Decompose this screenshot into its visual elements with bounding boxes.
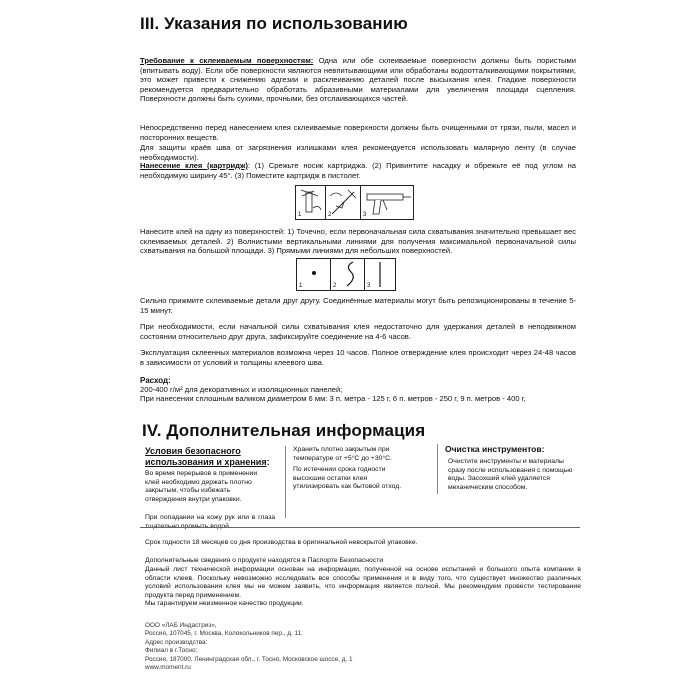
cartridge-instructions [140, 161, 576, 180]
figure-number: 1 [298, 212, 302, 218]
disposal-text: По истечении срока годности высохшие остатки клея утилизировать как бытовой отход. [293, 466, 402, 491]
surface-label: Требование к склеиваемым поверхностям: [140, 56, 314, 65]
storage-text: Во время перерывов в применении клей необходимо держать плотно закрытым, чтобы избежать отверждения внутри упаковки. [145, 470, 258, 503]
fixation-text: При необходимости, если начальной силы схватывания клея недостаточно для удержания деталей в неподвижном состоянии относительно друг друга, зафиксируйте соединение на 4-6 часов. [140, 322, 576, 341]
consumption-line-2: При нанесении сплошным валиком диаметром 6 мм: 3 п. метра - 125 г, 6 п. метров - 250 г, 9 п. метров - 400 г, [140, 394, 526, 403]
footer-branch: Филиал в г.Тосно: [145, 647, 198, 655]
exploitation-text: Эксплуатация склеенных материалов возможна через 10 часов. Полное отверждение клея происходит через 24-48 часов в зависимости от условий и толщины клеевого шва. [140, 348, 576, 367]
cartridge-text: : (1) Срежьте носик картриджа. (2) Привинтите насадку и обрежьте её под углом на необходимую ширину 45°. (3) Поместите картридж в пистолет. [140, 161, 576, 180]
figure-cartridge-step-2 [325, 185, 362, 220]
footer-production-label: Адрес производства: [145, 638, 208, 646]
figure-number: 2 [328, 212, 332, 218]
application-methods-text: Нанесите клей на одну из поверхностей: 1) Точечно, если первоначальная сила схватывания значительно превышает вес склеиваемых деталей. 2) Волнистыми вертикальными линиями для получения максимальной первоначальной силы схватывания на большой площади. 3) Прямыми линиями для небольших поверхностей. [140, 227, 576, 256]
storage-temperature-text: Хранить плотно закрытым при температуре от +5°С до +30°С. [293, 446, 392, 462]
figure-pattern-straight [364, 258, 396, 291]
company-footer [145, 622, 353, 672]
storage-title-text: Условия безопасного использования и хранения [145, 446, 267, 467]
figure-pattern-dots [296, 258, 332, 291]
section-4-title: IV. Дополнительная информация [142, 421, 426, 440]
footer-company: ООО «ЛАБ Индастриз», [145, 622, 217, 629]
footer-website[interactable]: www.moment.ru [145, 664, 191, 672]
figure-number: 2 [333, 283, 337, 289]
consumption-label: Расход: [140, 376, 171, 385]
figure-number: 1 [299, 283, 303, 289]
figure-number: 3 [363, 212, 367, 218]
cleaning-title: Очистка инструментов: [445, 444, 545, 454]
surface-requirements [140, 56, 576, 104]
disclaimer-text: Данный лист технической информации основан на информации, полученной на основе испытаний и большого опыта компании в области клеев. Поскольку невозможно исследовать все способы применения и в виду того, что существует множество различных условий использования клея мы не можем заявить, что информация является полной. Мы рекомендуем провести тестирование продукта перед применением. [145, 566, 581, 599]
cleaning-text: Очистите инструменты и материалы сразу после использования с помощью воды. Засохший клей удаляется механическим способом. [448, 458, 573, 491]
guarantee-text: Мы гарантируем неизменное качество продукции. [145, 600, 304, 607]
footer-branch-address: Россия, 187000, Ленинградская обл., г. Тосно, Московское шоссе, д. 1 [145, 655, 353, 663]
gun-illustration [361, 186, 413, 219]
skin-contact-text: При попадании на кожу рук или в глаза тщательно промыть водой. [145, 514, 275, 530]
section-3-title: III. Указания по использованию [140, 14, 408, 33]
figure-number: 3 [367, 283, 371, 289]
consumption-line-1: 200-400 г/м² для декоративных и изоляционных панелей; [140, 385, 343, 394]
passport-text: Дополнительные сведения о продукте находятся в Паспорте Безопасности [145, 557, 384, 564]
column-divider-2 [437, 444, 438, 494]
cartridge-label: Нанесение клея (картридж) [140, 161, 248, 170]
surface-text: Одна или обе склеиваемые поверхности должны быть пористыми (впитывать воду). Если обе поверхности являются невпитывающими или обработаны водоотталкивающими покрытиями, это может привести к снижению адгезии и расклеиванию деталей после высыхания клея. Гладкие поверхности рекомендуется предварительно обработать абразивными материалами для увеличения площади сцепления. Поверхности должны быть сухими, прочными, без отслаивающихся частей. [140, 56, 576, 104]
masking-tape-text: Для защиты краёв шва от загрязнения излишками клея рекомендуется использовать малярную ленту (в случае необходимости). [140, 143, 576, 162]
press-text: Сильно прижмите склеиваемые детали друг другу. Соединённые материалы могут быть репозиционированы в течение 5-15 минут. [140, 296, 576, 315]
figure-pattern-wavy [330, 258, 366, 291]
surface-cleaning-text: Непосредственно перед нанесением клея склеиваемые поверхности должны быть очищенными от грязи, пыли, масел и посторонних веществ. [140, 123, 576, 142]
shelf-life-text: Срок годности 18 месяцев со дня производства в оригинальной невскрытой упаковке. [145, 539, 418, 546]
figure-cartridge-step-1 [295, 185, 327, 220]
storage-title: Условия безопасного использования и хранения: [145, 446, 270, 467]
divider-line [140, 527, 580, 528]
column-divider-1 [285, 446, 286, 518]
footer-address: Россия, 107045, г. Москва, Колокольников пер., д. 11; [145, 630, 303, 638]
figure-cartridge-step-3 [360, 185, 414, 220]
